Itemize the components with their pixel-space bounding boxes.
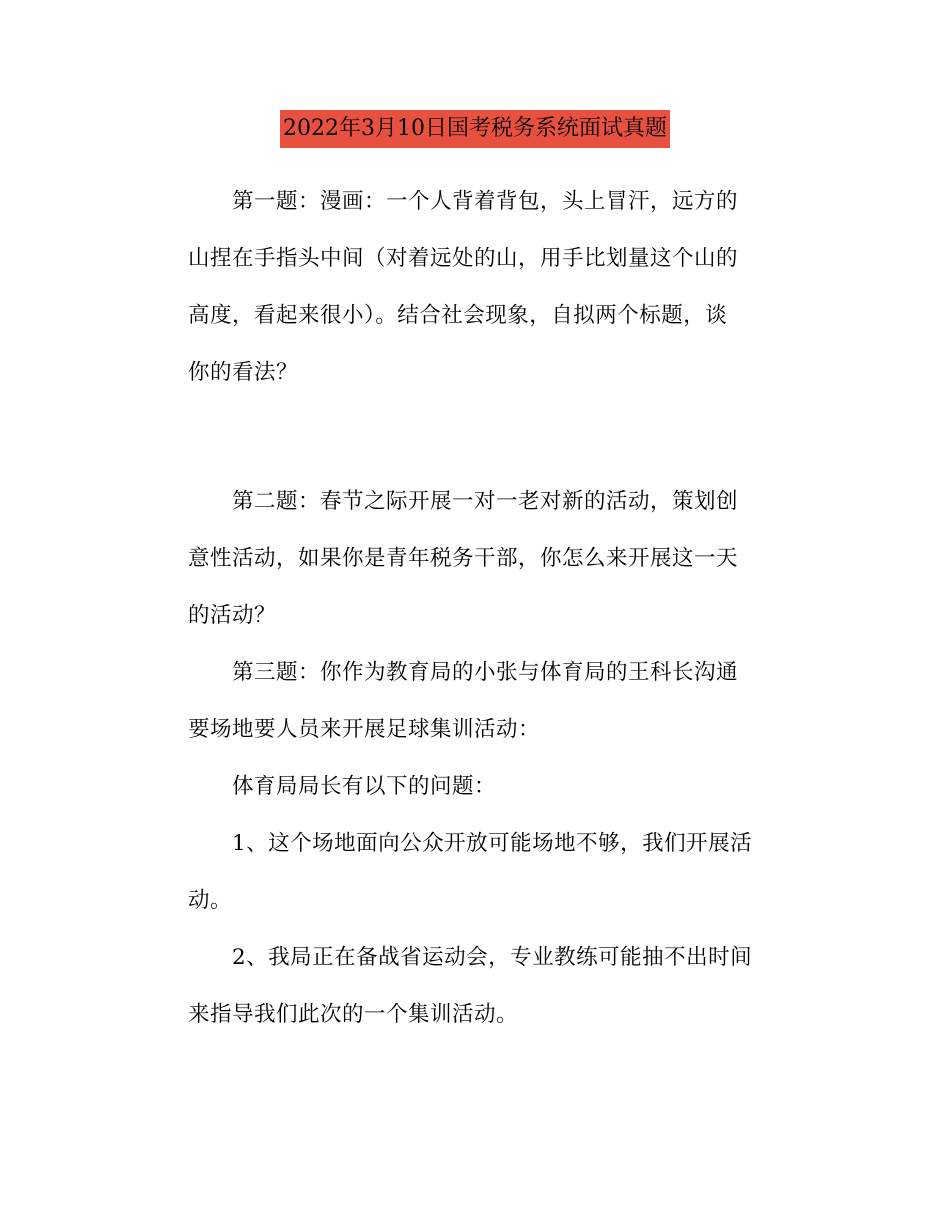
title-container	[0, 110, 950, 148]
question-3-issue-1	[188, 815, 768, 929]
text-line: 意性活动，如果你是青年税务干部，你怎么来开展这一天	[188, 546, 739, 571]
question-3-paragraph	[188, 644, 768, 758]
question-3-intro	[188, 758, 768, 815]
text-line: 你的看法？	[188, 360, 299, 385]
question-1-paragraph	[188, 173, 768, 401]
text-line: 体育局局长有以下的问题：	[232, 774, 497, 799]
text-line: 山捏在手指头中间（对着远处的山，用手比划量这个山的	[188, 246, 739, 271]
text-line: 的活动？	[188, 603, 277, 628]
question-2	[188, 473, 768, 644]
text-line: 第三题：你作为教育局的小张与体育局的王科长沟通	[232, 660, 739, 685]
text-line: 2、我局正在备战省运动会，专业教练可能抽不出时间	[232, 945, 753, 970]
question-2-paragraph	[188, 473, 768, 644]
question-3	[188, 644, 768, 1043]
text-line: 来指导我们此次的一个集训活动。	[188, 1002, 519, 1027]
text-line: 第二题：春节之际开展一对一老对新的活动，策划创	[232, 489, 739, 514]
text-line: 要场地要人员来开展足球集训活动：	[188, 717, 541, 742]
text-line: 高度，看起来很小）。结合社会现象，自拟两个标题，谈	[188, 303, 728, 328]
text-line: 动。	[188, 888, 233, 913]
question-3-issue-2	[188, 929, 768, 1043]
document-title: 2022年3月10日国考税务系统面试真题	[280, 110, 670, 148]
text-line: 第一题：漫画：一个人背着背包，头上冒汗，远方的	[232, 189, 739, 214]
question-1	[188, 173, 768, 401]
text-line: 1、这个场地面向公众开放可能场地不够，我们开展活	[232, 831, 753, 856]
